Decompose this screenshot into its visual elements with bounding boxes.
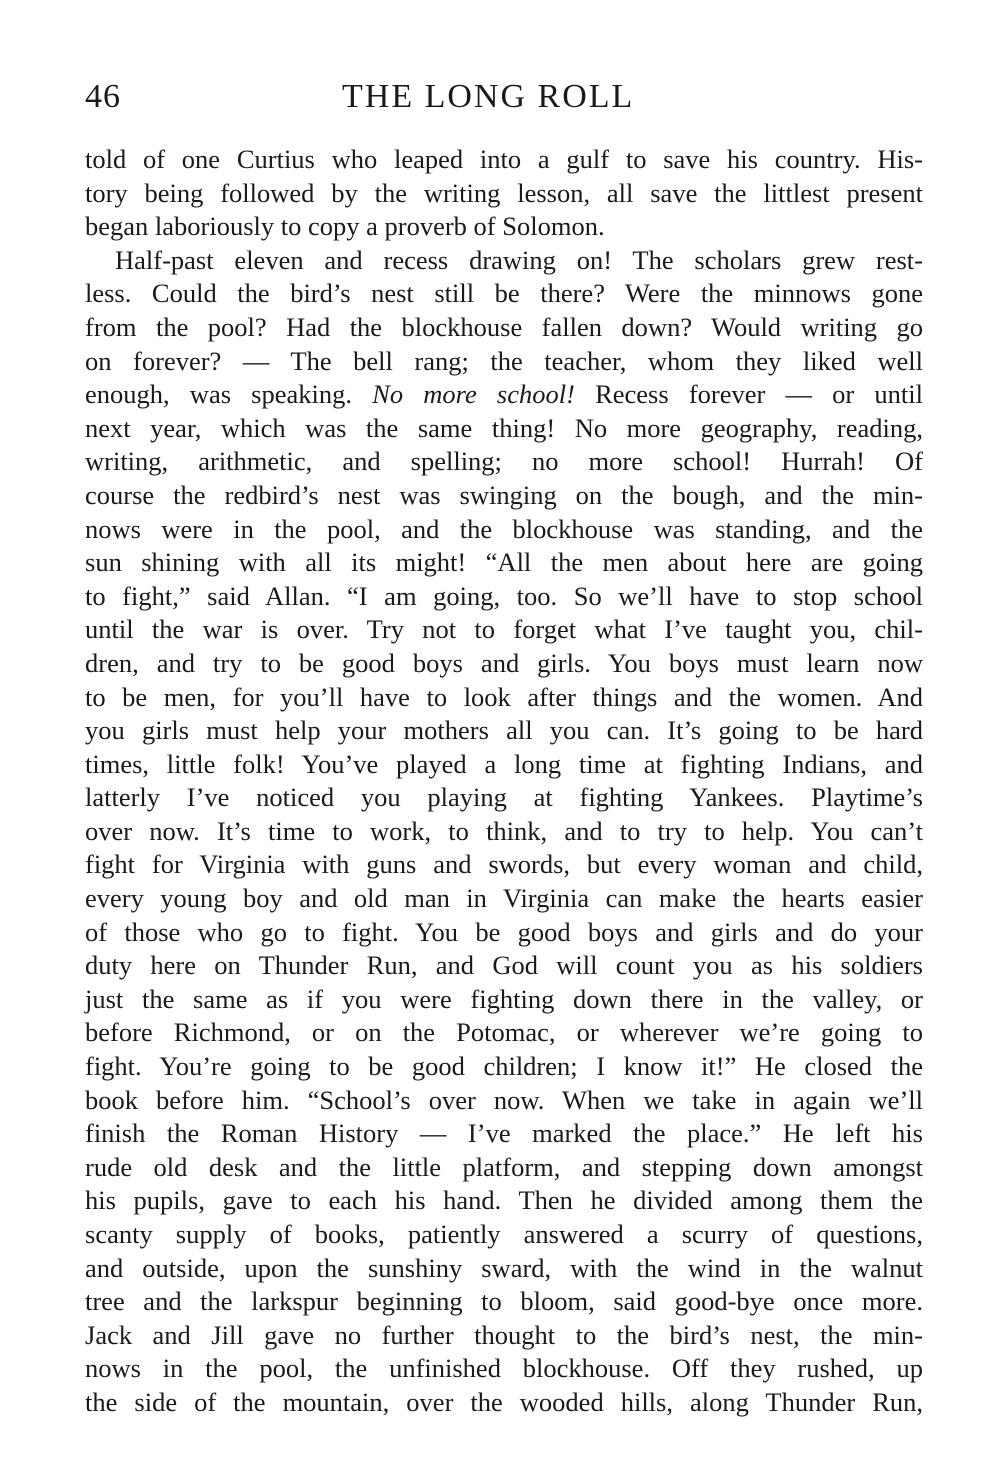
italic-phrase: No more school! [372,379,575,410]
text-line: fight for Virginia with guns and swords, but every woman and child, [85,849,923,880]
book-page [77,70,923,1417]
text-line: rude old desk and the little platform, and stepping down amongst [85,1151,923,1182]
text-line: you girls must help your mothers all you can. It’s going to be hard [85,715,923,746]
text-line: on forever? — The bell rang; the teacher, whom they liked well [85,345,923,376]
text-line: to fight,” said Allan. “I am going, too. So we’ll have to stop school [85,580,923,611]
text-line: writing, arithmetic, and spelling; no more school! Hurrah! Of [85,446,923,477]
text-line: until the war is over. Try not to forget what I’ve taught you, chil- [85,614,923,645]
paragraph-start-line: Half-past eleven and recess drawing on! The scholars grew rest- [115,244,923,275]
text-line: before Richmond, or on the Potomac, or wherever we’re going to [85,1017,923,1048]
text-line: over now. It’s time to work, to think, and to try to help. You can’t [85,815,923,846]
text-line: times, little folk! You’ve played a long time at fighting Indians, and [85,748,923,779]
text-line: began laboriously to copy a proverb of Solomon. [85,211,605,242]
text-line: finish the Roman History — I’ve marked the place.” He left his [85,1118,923,1149]
text-line: of those who go to fight. You be good boys and girls and do your [85,916,923,947]
text-line: and outside, upon the sunshiny sward, with the wind in the walnut [85,1252,923,1283]
text-line: the side of the mountain, over the wooded hills, along Thunder Run, [85,1386,923,1417]
text-line-with-emphasis [85,378,923,412]
text-line: dren, and try to be good boys and girls. You boys must learn now [85,647,923,678]
text-line: tree and the larkspur beginning to bloom, said good-bye once more. [85,1286,923,1317]
text-line: his pupils, gave to each his hand. Then he divided among them the [85,1185,923,1216]
text-line: Jack and Jill gave no further thought to the bird’s nest, the min- [85,1319,923,1350]
text-line: sun shining with all its might! “All the men about here are going [85,547,923,578]
text-line: told of one Curtius who leaped into a gulf to save his country. His- [85,144,923,174]
page-header [77,70,923,126]
text-line: just the same as if you were fighting down there in the valley, or [85,983,923,1014]
text-line: next year, which was the same thing! No more geography, reading, [85,412,923,443]
text-line: fight. You’re going to be good children; I know it!” He closed the [85,1051,923,1082]
running-head: THE LONG ROLL [342,78,635,115]
text-line: nows were in the pool, and the blockhouse was standing, and the [85,513,923,544]
text-line: to be men, for you’ll have to look after things and the women. And [85,681,923,712]
text-line: from the pool? Had the blockhouse fallen down? Would writing go [85,311,923,342]
text-line: nows in the pool, the unfinished blockhouse. Off they rushed, up [85,1353,923,1384]
text-line: book before him. “School’s over now. When we take in again we’ll [85,1084,923,1115]
text-line: every young boy and old man in Virginia can make the hearts easier [85,883,923,914]
text-line: duty here on Thunder Run, and God will count you as his soldiers [85,950,923,981]
text-line: scanty supply of books, patiently answered a scurry of questions, [85,1219,923,1249]
text-line: course the redbird’s nest was swinging on the bough, and the min- [85,479,923,510]
page-number: 46 [85,78,121,115]
text-line: latterly I’ve noticed you playing at fighting Yankees. Playtime’s [85,782,923,813]
text-line: less. Could the bird’s nest still be there? Were the minnows gone [85,278,923,309]
text-line: tory being followed by the writing lesson, all save the littlest present [85,177,923,208]
line-text-before: enough, was speaking. [85,379,373,410]
line-text-after: Recess forever — or until [574,379,923,410]
body-text [85,143,923,1420]
